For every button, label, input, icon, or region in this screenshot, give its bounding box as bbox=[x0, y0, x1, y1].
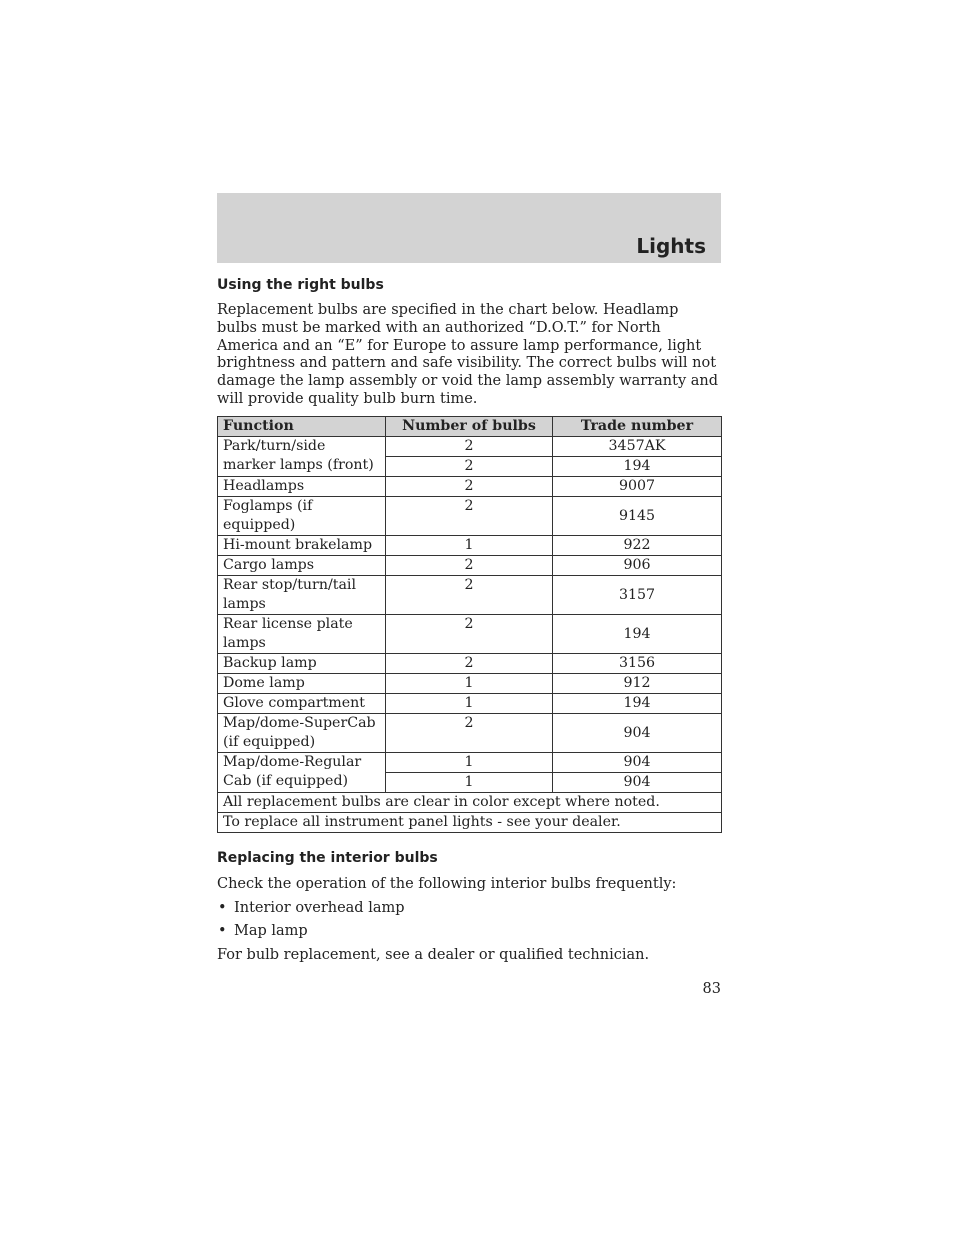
table-row bbox=[218, 536, 722, 556]
function-cell: Park/turn/side marker lamps (front) bbox=[218, 437, 386, 477]
trade-number-cell: 904 bbox=[553, 753, 722, 773]
bulb-count-cell: 2 bbox=[386, 576, 553, 615]
table-row bbox=[218, 654, 722, 674]
function-cell: Glove compartment bbox=[218, 694, 386, 714]
table-row bbox=[218, 714, 722, 753]
table-row bbox=[218, 576, 722, 615]
table-row bbox=[218, 437, 722, 457]
bulb-count-cell: 2 bbox=[386, 497, 553, 536]
trade-number-cell: 906 bbox=[553, 556, 722, 576]
table-row bbox=[218, 753, 722, 773]
function-cell: Map/dome-Regular Cab (if equipped) bbox=[218, 753, 386, 793]
trade-number-cell: 3157 bbox=[553, 576, 722, 615]
bulb-count-cell: 1 bbox=[386, 753, 553, 773]
list-item bbox=[217, 923, 405, 946]
bulb-count-cell: 1 bbox=[386, 773, 553, 793]
trade-number-cell: 922 bbox=[553, 536, 722, 556]
function-cell: Headlamps bbox=[218, 477, 386, 497]
function-cell: Rear license plate lamps bbox=[218, 615, 386, 654]
section-title: Lights bbox=[636, 234, 706, 258]
table-note: To replace all instrument panel lights - see your dealer. bbox=[218, 813, 722, 833]
page-number: 83 bbox=[702, 981, 721, 997]
function-cell: Hi-mount brakelamp bbox=[218, 536, 386, 556]
table-note: All replacement bulbs are clear in color except where noted. bbox=[218, 793, 722, 813]
list-item-label: Interior overhead lamp bbox=[234, 900, 405, 916]
table-row bbox=[218, 477, 722, 497]
column-header-function: Function bbox=[218, 417, 386, 437]
section-header-band bbox=[217, 193, 721, 263]
bulb-count-cell: 2 bbox=[386, 457, 553, 477]
bulb-chart-table bbox=[217, 416, 722, 833]
function-cell: Dome lamp bbox=[218, 674, 386, 694]
bulb-count-cell: 1 bbox=[386, 694, 553, 714]
bulb-count-cell: 1 bbox=[386, 674, 553, 694]
trade-number-cell: 912 bbox=[553, 674, 722, 694]
column-header-trade-number: Trade number bbox=[553, 417, 722, 437]
function-cell: Foglamps (if equipped) bbox=[218, 497, 386, 536]
bulb-count-cell: 2 bbox=[386, 714, 553, 753]
list-item-label: Map lamp bbox=[234, 923, 308, 939]
trade-number-cell: 904 bbox=[553, 773, 722, 793]
table-row bbox=[218, 556, 722, 576]
heading-using-right-bulbs: Using the right bulbs bbox=[217, 277, 384, 293]
function-cell: Rear stop/turn/tail lamps bbox=[218, 576, 386, 615]
bulb-count-cell: 2 bbox=[386, 477, 553, 497]
heading-replacing-interior-bulbs: Replacing the interior bulbs bbox=[217, 850, 438, 866]
function-cell: Cargo lamps bbox=[218, 556, 386, 576]
table-note-row bbox=[218, 813, 722, 833]
trade-number-cell: 194 bbox=[553, 694, 722, 714]
table-row bbox=[218, 615, 722, 654]
table-row bbox=[218, 694, 722, 714]
table-row bbox=[218, 674, 722, 694]
intro-paragraph: Replacement bulbs are specified in the chart below. Headlamp bulbs must be marked with an authorized “D.O.T.” for North America and an “E” for Europe to assure lamp performance, light brightness and pattern and safe visibility. The correct bulbs will not damage the lamp assembly or void the lamp assembly warranty and will provide quality bulb burn time. bbox=[217, 302, 719, 407]
replacement-note: For bulb replacement, see a dealer or qualified technician. bbox=[217, 947, 650, 963]
bullet-icon: • bbox=[218, 900, 227, 916]
interior-bulb-list bbox=[217, 900, 405, 946]
trade-number-cell: 3156 bbox=[553, 654, 722, 674]
trade-number-cell: 9145 bbox=[553, 497, 722, 536]
trade-number-cell: 904 bbox=[553, 714, 722, 753]
bulb-count-cell: 2 bbox=[386, 654, 553, 674]
table-row bbox=[218, 497, 722, 536]
list-item bbox=[217, 900, 405, 923]
bulb-count-cell: 2 bbox=[386, 615, 553, 654]
trade-number-cell: 194 bbox=[553, 615, 722, 654]
bulb-count-cell: 2 bbox=[386, 437, 553, 457]
bullet-icon: • bbox=[218, 923, 227, 939]
table-note-row bbox=[218, 793, 722, 813]
table-header-row bbox=[218, 417, 722, 437]
function-cell: Backup lamp bbox=[218, 654, 386, 674]
function-cell: Map/dome-SuperCab (if equipped) bbox=[218, 714, 386, 753]
bulb-count-cell: 2 bbox=[386, 556, 553, 576]
trade-number-cell: 194 bbox=[553, 457, 722, 477]
column-header-number-of-bulbs: Number of bulbs bbox=[386, 417, 553, 437]
bulb-count-cell: 1 bbox=[386, 536, 553, 556]
trade-number-cell: 9007 bbox=[553, 477, 722, 497]
interior-intro: Check the operation of the following interior bulbs frequently: bbox=[217, 876, 677, 892]
trade-number-cell: 3457AK bbox=[553, 437, 722, 457]
